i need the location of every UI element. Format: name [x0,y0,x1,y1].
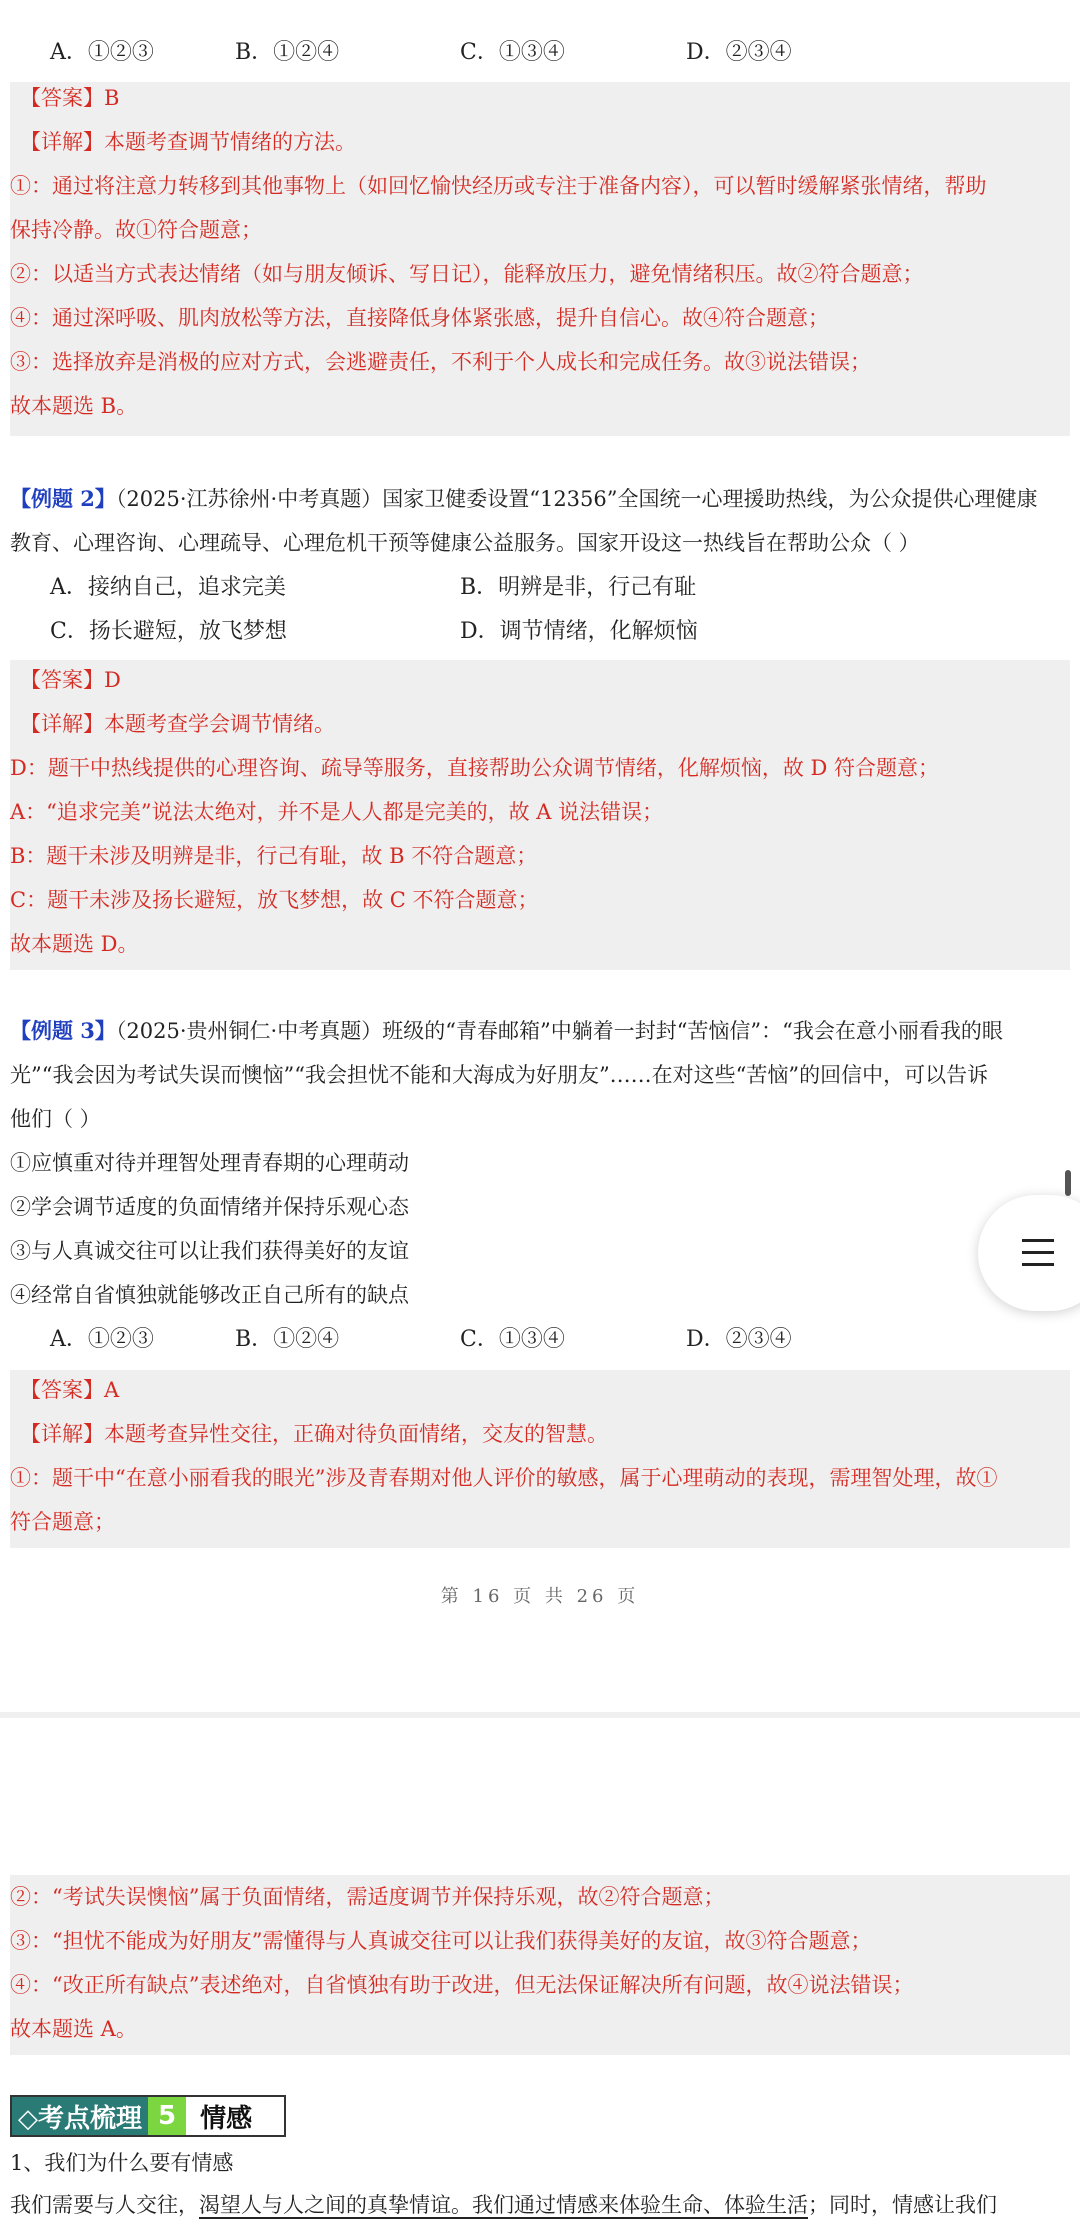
option-a: A．接纳自己，追求完美 [50,575,286,600]
option-c: C．①③④ [460,1327,565,1352]
floating-menu-button[interactable] [978,1195,1080,1311]
example-2-answer-box [10,660,1070,970]
section-question: 1、我们为什么要有情感 [10,2151,234,2175]
option-b: B．①②④ [235,1327,340,1352]
section-text: 我们需要与人交往，渴望人与人之间的真挚情谊。我们通过情感来体验生命、体验生活；同时，情感让我们 [10,2193,997,2217]
answer-label: 【答案】D [20,668,121,692]
statement-4: ④经常自省慎独就能够改正自己所有的缺点 [10,1283,409,1307]
explanation-line: ①：通过将注意力转移到其他事物上（如回忆愉快经历或专注于准备内容），可以暂时缓解紧张情绪，帮助 [10,174,987,198]
menu-icon [1022,1251,1054,1254]
option-b: B．明辨是非，行己有耻 [460,575,697,600]
example-3-answer-box-cont [10,1875,1070,2055]
explanation-line: ②：以适当方式表达情绪（如与朋友倾诉、写日记），能释放压力，避免情绪积压。故②符合题意； [10,262,924,286]
conclusion-line: 故本题选 A。 [10,2017,137,2041]
option-a: A．①②③ [50,1327,154,1352]
example-2-stem-cont: 教育、心理咨询、心理疏导、心理危机干预等健康公益服务。国家开设这一热线旨在帮助公众（ ） [10,531,920,555]
option-d: D．②③④ [686,1327,792,1352]
explanation-line: C：题干未涉及扬长避短，放飞梦想，故 C 不符合题意； [10,888,539,912]
explanation-line: 符合题意； [10,1510,115,1534]
underlined-text: 渴望人与人之间的真挚情谊。我们通过情感来体验生命、体验生活 [199,2193,808,2217]
option-d: D．调节情绪，化解烦恼 [460,619,698,644]
statement-2: ②学会调节适度的负面情绪并保持乐观心态 [10,1195,409,1219]
conclusion-line: 故本题选 B。 [10,394,138,418]
page-footer: 第 16 页 共 26 页 [440,1586,640,1607]
example-tag: 【例题 3】 [10,1018,116,1043]
conclusion-line: 故本题选 D。 [10,932,139,956]
explanation-line: D：题干中热线提供的心理咨询、疏导等服务，直接帮助公众调节情绪，化解烦恼，故 D 符合题意； [10,756,940,780]
answer-label: 【答案】B [20,86,120,110]
explanation-line: ①：题干中“在意小丽看我的眼光”涉及青春期对他人评价的敏感，属于心理萌动的表现，需理智处理，故① [10,1466,998,1490]
section-heading-title: ◇考点梳理 [12,2097,148,2135]
page-divider [0,1712,1080,1718]
detail-label: 【详解】本题考查异性交往，正确对待负面情绪，交友的智慧。 [20,1422,608,1446]
menu-icon [1022,1239,1054,1242]
q1-option-b: B．①②④ [235,40,340,65]
example-3-stem-cont: 光”“我会因为考试失误而懊恼”“我会担忧不能和大海成为好朋友”……在对这些“苦恼”的回信中，可以告诉 [10,1063,989,1087]
explanation-line: ②：“考试失误懊恼”属于负面情绪，需适度调节并保持乐观，故②符合题意； [10,1885,725,1909]
explanation-line: ③：“担忧不能成为好朋友”需懂得与人真诚交往可以让我们获得美好的友谊，故③符合题意； [10,1929,872,1953]
explanation-line: ④：通过深呼吸、肌肉放松等方法，直接降低身体紧张感，提升自信心。故④符合题意； [10,306,829,330]
section-heading [10,2095,286,2137]
option-c: C．扬长避短，放飞梦想 [50,619,287,644]
section-heading-number: 5 [148,2097,186,2135]
detail-label: 【详解】本题考查学会调节情绪。 [20,712,335,736]
explanation-line: A：“追求完美”说法太绝对，并不是人人都是完美的，故 A 说法错误； [10,800,664,824]
statement-3: ③与人真诚交往可以让我们获得美好的友谊 [10,1239,409,1263]
menu-icon [1022,1263,1054,1266]
explanation-line: 保持冷静。故①符合题意； [10,218,262,242]
explanation-line: ④：“改正所有缺点”表述绝对，自省慎独有助于改进，但无法保证解决所有问题，故④说法错误； [10,1973,914,1997]
scrollbar-thumb[interactable] [1065,1170,1071,1196]
statement-1: ①应慎重对待并理智处理青春期的心理萌动 [10,1151,409,1175]
example-3-answer-box [10,1370,1070,1548]
explanation-line: ③：选择放弃是消极的应对方式，会逃避责任，不利于个人成长和完成任务。故③说法错误； [10,350,871,374]
q1-answer-box [10,82,1070,436]
example-tag: 【例题 2】 [10,486,116,511]
example-3-stem-end: 他们（ ） [10,1107,101,1131]
q1-option-d: D．②③④ [686,40,792,65]
explanation-line: B：题干未涉及明辨是非，行己有耻，故 B 不符合题意； [10,844,538,868]
example-2-stem: 【例题 2】（2025·江苏徐州·中考真题）国家卫健委设置“12356”全国统一心理援助热线，为公众提供心理健康 [10,486,1038,511]
detail-label: 【详解】本题考查调节情绪的方法。 [20,130,356,154]
q1-option-c: C．①③④ [460,40,565,65]
q1-option-a: A．①②③ [50,40,154,65]
answer-label: 【答案】A [20,1378,120,1402]
example-3-stem: 【例题 3】（2025·贵州铜仁·中考真题）班级的“青春邮箱”中躺着一封封“苦恼信”：“我会在意小丽看我的眼 [10,1018,1003,1043]
section-heading-topic: 情感 [186,2097,266,2135]
